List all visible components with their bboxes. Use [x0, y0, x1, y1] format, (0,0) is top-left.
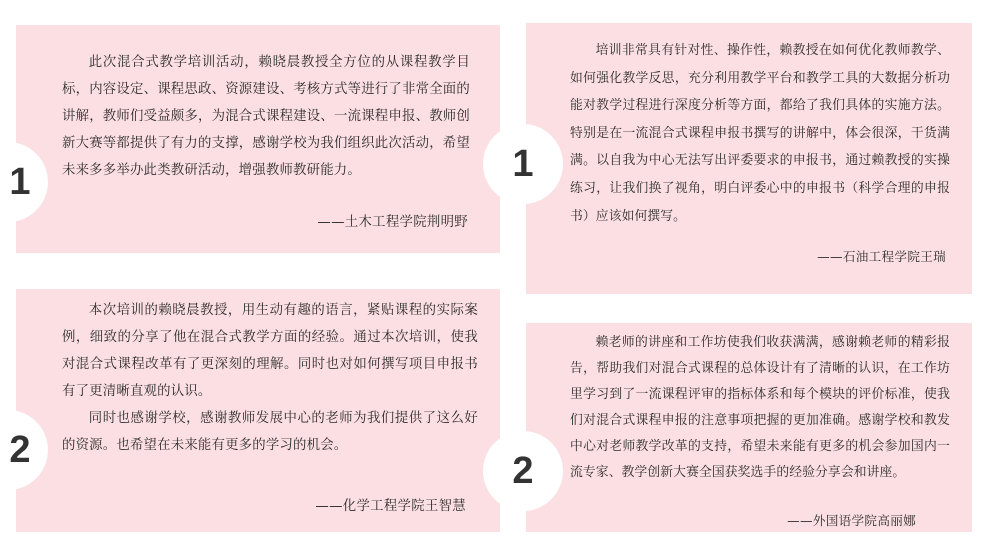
testimonial-text: 同时也感谢学校，感谢教师发展中心的老师为我们提供了这么好的资源。也希望在未来能有更多的学习的机会。	[62, 411, 478, 453]
testimonial-card-4	[526, 323, 972, 532]
testimonial-card-2	[526, 23, 972, 294]
testimonial-signature: ——外国语学院高丽娜	[787, 513, 916, 528]
number-badge-label: 2	[9, 428, 31, 471]
testimonial-card-3	[16, 289, 500, 532]
testimonial-text: 本次培训的赖晓晨教授，用生动有趣的语言，紧贴课程的实际案例，细致的分享了他在混合式教学方面的经验。通过本次培训，使我对混合式课程改革有了更深刻的理解。同时也对如何撰写项目申报书有了更清晰直观的认识。	[62, 303, 478, 399]
number-badge-label: 2	[512, 449, 534, 492]
testimonial-text: 培训非常具有针对性、操作性，赖教授在如何优化教师教学、如何强化教学反思，充分利用教学平台和教学工具的大数据分析功能对教学过程进行深度分析等方面，都给了我们具体的实施方法。特别是在一流混合式课程申报书撰写的讲解中，体会很深，干货满满。以自我为中心无法写出评委要求的申报书，通过赖教授的实操练习，让我们换了视角，明白评委心中的申报书（科学合理的申报书）应该如何撰写。	[570, 43, 950, 224]
number-badge-4	[483, 431, 563, 511]
number-badge-label: 1	[9, 160, 31, 203]
testimonial-card-1	[16, 25, 500, 253]
testimonial-signature: ——石油工程学院王瑞	[817, 249, 946, 264]
testimonial-signature: ——化学工程学院王智慧	[315, 499, 466, 514]
testimonial-signature: ——土木工程学院荆明野	[317, 215, 468, 230]
number-badge-label: 1	[512, 142, 534, 185]
number-badge-2	[483, 124, 563, 204]
testimonial-text: 赖老师的讲座和工作坊使我们收获满满，感谢赖老师的精彩报告，帮助我们对混合式课程的总体设计有了清晰的认识，在工作坊里学习到了一流课程评审的指标体系和每个模块的评价标准，使我们对混合式课程申报的注意事项把握的更加准确。感谢学校和教发中心对老师教学改革的支持，希望未来能有更多的机会参加国内一流专家、教学创新大赛全国获奖选手的经验分享会和讲座。	[570, 335, 950, 480]
testimonial-text: 此次混合式教学培训活动，赖晓晨教授全方位的从课程教学目标，内容设定、课程思政、资源建设、考核方式等进行了非常全面的讲解，教师们受益颇多，为混合式课程建设、一流课程申报、教师创新大赛等都提供了有力的支撑，感谢学校为我们组织此次活动，希望未来多多举办此类教研活动，增强教师教研能力。	[62, 55, 470, 178]
